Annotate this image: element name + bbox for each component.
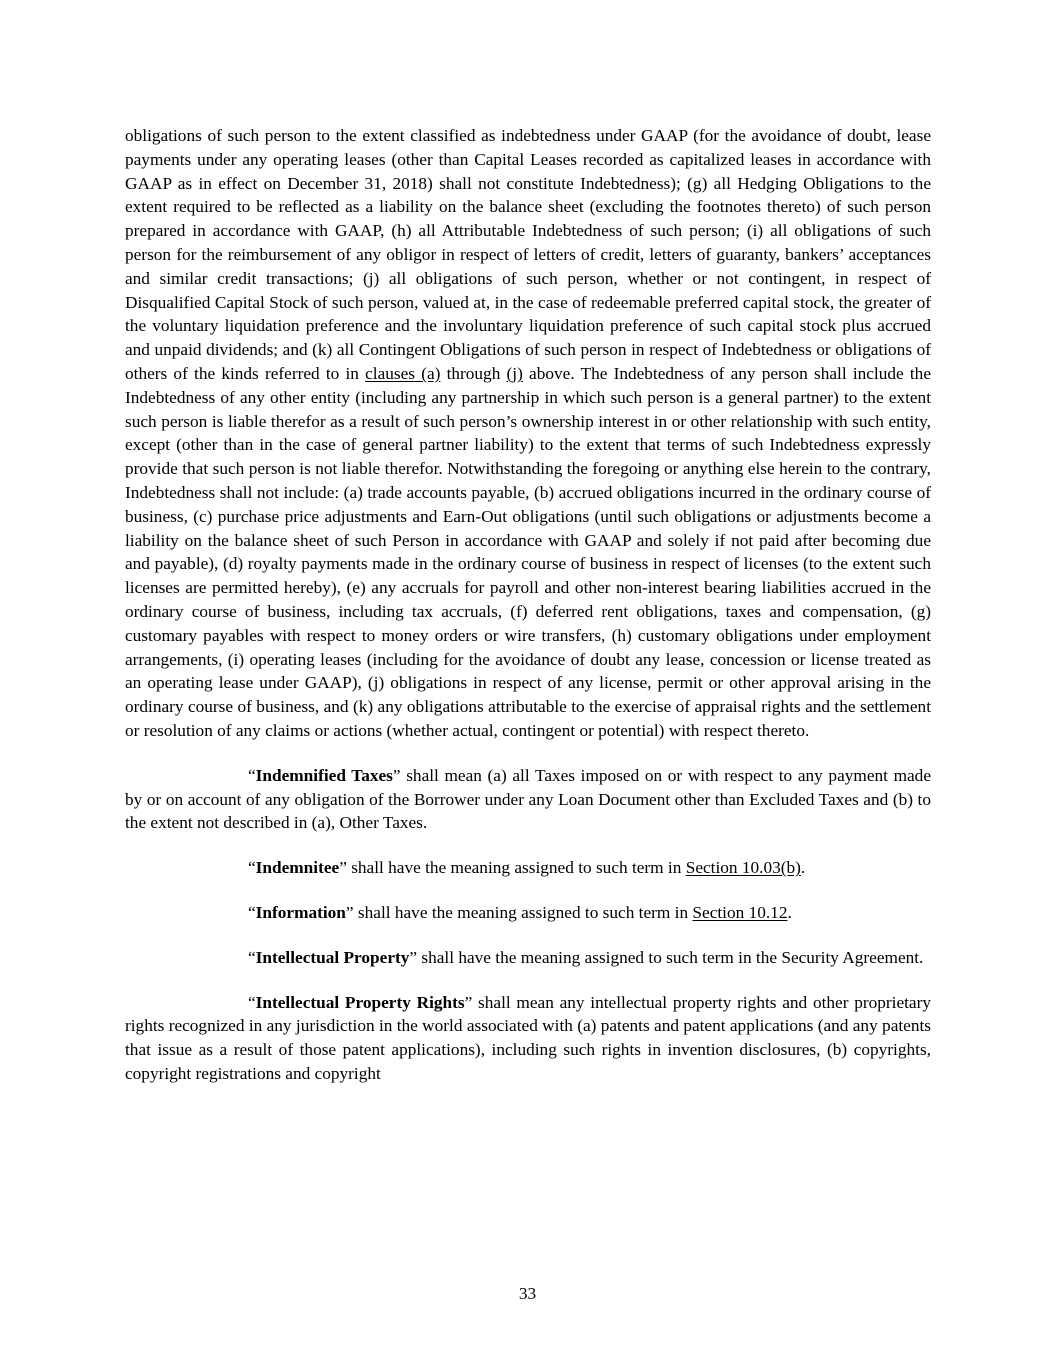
definition-text: shall mean (a) all Taxes imposed on or with respect to any payment made by or on account of any obligation of the Borrower under any Loan Document other than Excluded Taxes and (b) to the extent not described in (a), Other Taxes.	[125, 765, 931, 833]
close-quote: ”	[409, 947, 418, 967]
definition-text: shall have the meaning assigned to such term in	[353, 902, 693, 922]
section-reference-link[interactable]: Section 10.03(b)	[685, 858, 801, 878]
close-quote: ”	[345, 902, 354, 922]
defined-term: Intellectual Property Rights	[255, 992, 465, 1012]
definition-text: shall have the meaning assigned to such term in the Security Agreement.	[417, 947, 924, 967]
paragraph-text: above. The Indebtedness of any person shall include the Indebtedness of any other entity (including any partnership in which such person is a general partner) to the extent such person is liable therefor as a result of such person’s ownership interest in or other relationship with such entity, except (other than in the case of general partner liability) to the extent that terms of such Indebtedness expressly provide that such person is not liable therefor. Notwithstanding the foregoing or anything else herein to the contrary, Indebtedness shall not include: (a) trade accounts payable, (b) accrued obligations incurred in the ordinary course of business, (c) purchase price adjustments and Earn-Out obligations (until such obligations or adjustments become a liability on the balance sheet of such Person in accordance with GAAP and solely if not paid after becoming due and payable), (d) royalty payments made in the ordinary course of business in respect of licenses (to the extent such licenses are permitted hereby), (e) any accruals for payroll and other non-interest bearing liabilities accrued in the ordinary course of business, including tax accruals, (f) deferred rent obligations, taxes and compensation, (g) customary payables with respect to money orders or wire transfers, (h) customary obligations under employment arrangements, (i) operating leases (including for the avoidance of doubt any lease, concession or license treated as an operating lease under GAAP), (j) obligations in respect of any license, permit or other approval arising in the ordinary course of business, and (k) any obligations attributable to the exercise of appraisal rights and the settlement or resolution of any claims or actions (whether actual, contingent or potential) with respect thereto.	[125, 363, 931, 740]
definition-intellectual-property	[125, 946, 931, 970]
definition-text: shall mean any intellectual property rights and other proprietary rights recognized in any jurisdiction in the world associated with (a) patents and patent applications (and any patents that issue as a result of those patent applications), including such rights in invention disclosures, (b) copyrights, copyright registrations and copyright	[125, 992, 931, 1083]
defined-term: Information	[255, 902, 346, 922]
paragraph-text: obligations of such person to the extent classified as indebtedness under GAAP (for the avoidance of doubt, lease payments under any operating leases (other than Capital Leases recorded as capitalized leases in accordance with GAAP as in effect on December 31, 2018) shall not constitute Indebtedness); (g) all Hedging Obligations to the extent required to be reflected as a liability on the balance sheet (excluding the footnotes thereto) of such person prepared in accordance with GAAP, (h) all Attributable Indebtedness of such person; (i) all obligations of such person for the reimbursement of any obligor in respect of letters of credit, letters of guaranty, bankers’ acceptances and similar credit transactions; (j) all obligations of such person, whether or not contingent, in respect of Disqualified Capital Stock of such person, valued at, in the case of redeemable preferred capital stock, the greater of the voluntary liquidation preference and the involuntary liquidation preference of such capital stock plus accrued and unpaid dividends; and (k) all Contingent Obligations of such person in respect of Indebtedness or obligations of others of the kinds referred to in	[125, 126, 931, 383]
definition-information	[125, 901, 931, 925]
definition-intellectual-property-rights	[125, 991, 931, 1086]
close-quote: ”	[339, 858, 347, 878]
defined-term: Intellectual Property	[255, 947, 410, 967]
section-reference-link[interactable]: Section 10.12	[692, 902, 788, 922]
paragraph-indebtedness-continued	[125, 124, 931, 743]
close-quote: ”	[392, 765, 401, 785]
page-number: 33	[518, 1284, 537, 1303]
open-quote: “	[248, 902, 256, 922]
definition-indemnitee	[125, 856, 931, 880]
open-quote: “	[248, 765, 256, 785]
period: .	[800, 858, 806, 878]
defined-term: Indemnitee	[255, 858, 340, 878]
close-quote: ”	[464, 992, 473, 1012]
defined-term: Indemnified Taxes	[255, 765, 393, 785]
clause-j-reference-link[interactable]: (j)	[506, 363, 523, 383]
open-quote: “	[248, 992, 256, 1012]
open-quote: “	[248, 858, 256, 878]
document-body	[125, 124, 931, 1086]
period: .	[787, 902, 792, 922]
definition-indemnified-taxes	[125, 764, 931, 835]
paragraph-text: through	[440, 363, 507, 383]
open-quote: “	[248, 947, 256, 967]
clauses-a-reference-link[interactable]: clauses (a)	[365, 363, 441, 383]
definition-text: shall have the meaning assigned to such term in	[346, 858, 686, 878]
